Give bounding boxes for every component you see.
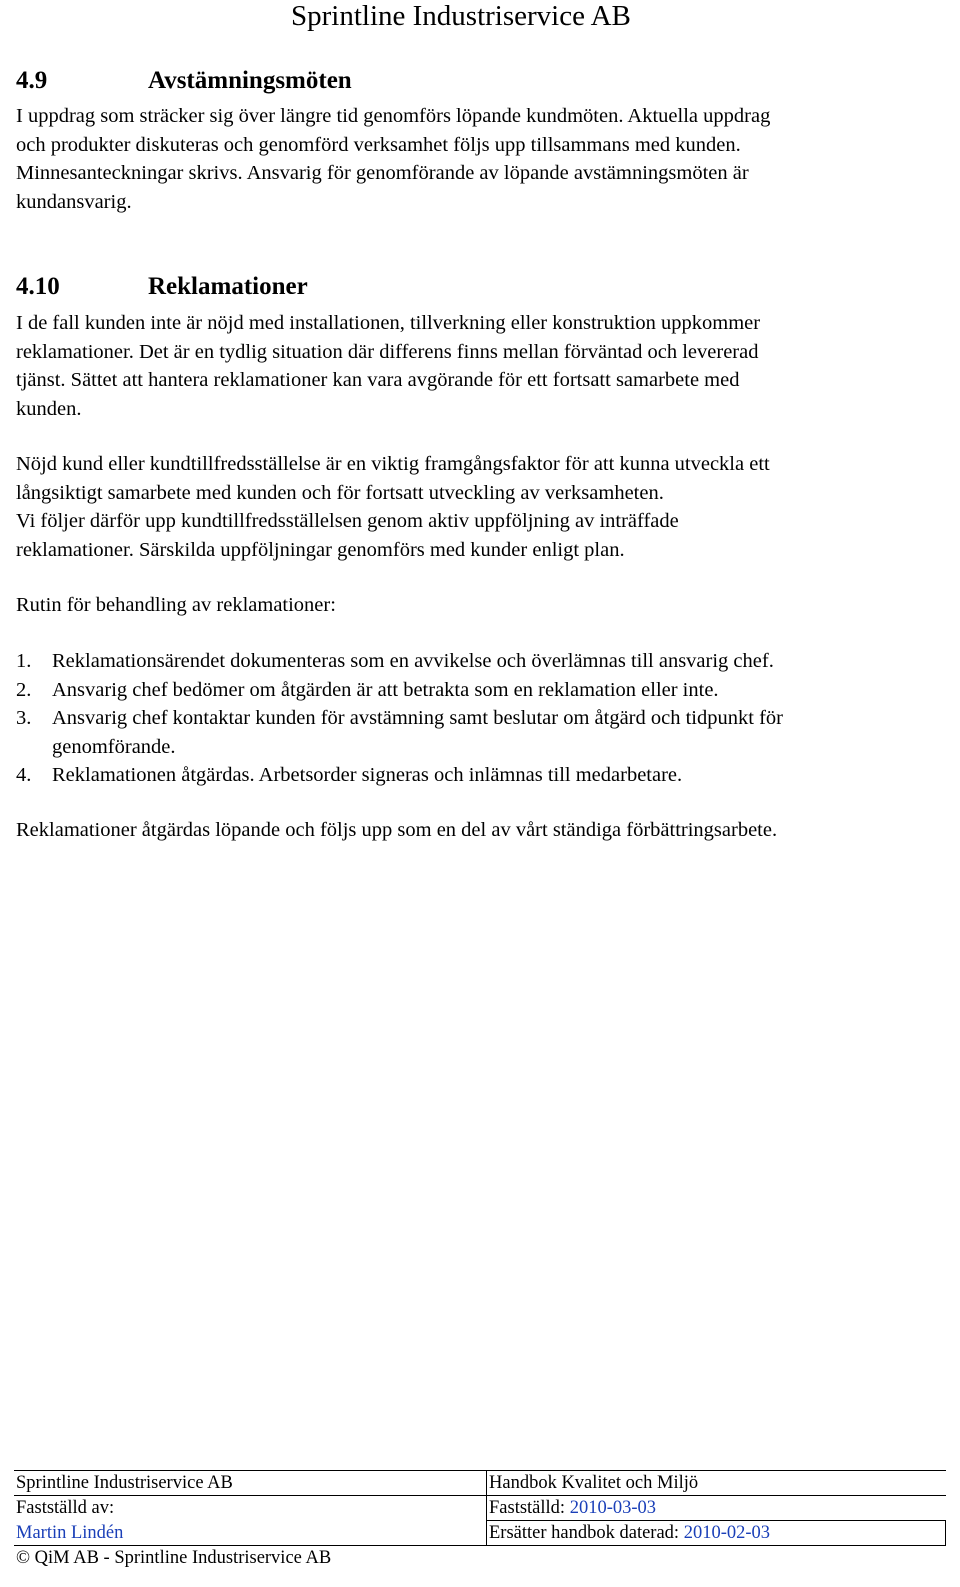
routine-steps-list bbox=[16, 647, 952, 790]
list-text: Ansvarig chef kontaktar kunden för avstämning samt beslutar om åtgärd och tidpunkt för bbox=[52, 707, 783, 730]
section-number: 4.10 bbox=[16, 273, 60, 300]
footer-company: Sprintline Industriservice AB bbox=[14, 1471, 487, 1496]
text-line: Minnesanteckningar skrivs. Ansvarig för genomförande av löpande avstämningsmöten är bbox=[16, 162, 749, 185]
section-number: 4.9 bbox=[16, 67, 48, 94]
text-line: reklamationer. Det är en tydlig situation där differens finns mellan förväntad och levererad bbox=[16, 340, 759, 363]
footer-established-label: Fastställd: bbox=[489, 1498, 570, 1518]
footer-established-date: 2010-03-03 bbox=[569, 1498, 657, 1518]
footer-replaces bbox=[487, 1521, 946, 1546]
list-item bbox=[16, 676, 952, 705]
text-line: kundansvarig. bbox=[16, 190, 132, 213]
text-line: kunden. bbox=[16, 397, 82, 420]
list-text: Ansvarig chef bedömer om åtgärden är att betrakta som en reklamation eller inte. bbox=[52, 678, 719, 701]
section-4-9-paragraph bbox=[16, 102, 952, 216]
footer-table bbox=[14, 1470, 946, 1570]
list-number: 2. bbox=[16, 678, 32, 701]
footer-author: Martin Lindén bbox=[14, 1521, 487, 1546]
routine-title-text: Rutin för behandling av reklamationer: bbox=[16, 594, 336, 616]
section-4-10-paragraph-2 bbox=[16, 450, 952, 564]
list-number: 4. bbox=[16, 764, 32, 787]
section-title: Reklamationer bbox=[148, 273, 308, 300]
list-number: 3. bbox=[16, 707, 32, 730]
section-heading-4-9 bbox=[16, 66, 352, 96]
text-line: reklamationer. Särskilda uppföljningar genomförs med kunder enligt plan. bbox=[16, 538, 625, 561]
footer-established-by-label: Fastställd av: bbox=[16, 1498, 115, 1518]
list-item bbox=[16, 704, 952, 761]
routine-title bbox=[16, 591, 952, 620]
text-line: och produkter diskuteras och genomförd verksamhet följs upp tillsammans med kunden. bbox=[16, 133, 741, 156]
footer-replaces-date: 2010-02-03 bbox=[683, 1523, 771, 1543]
text-line: tjänst. Sättet att hantera reklamationer kan vara avgörande för ett fortsatt samarbete med bbox=[16, 369, 740, 392]
closing-paragraph bbox=[16, 816, 952, 845]
section-4-10-paragraph-1 bbox=[16, 309, 952, 423]
text-line: Vi följer därför upp kundtillfredsställelsen genom aktiv uppföljning av inträffade bbox=[16, 510, 679, 533]
section-title: Avstämningsmöten bbox=[148, 67, 352, 94]
footer-copyright: © QiM AB - Sprintline Industriservice AB bbox=[16, 1548, 332, 1568]
text-line: Nöjd kund eller kundtillfredsställelse är en viktig framgångsfaktor för att kunna utveckla ett bbox=[16, 453, 770, 475]
page-header-title: Sprintline Industriservice AB bbox=[291, 0, 631, 32]
text-line: I de fall kunden inte är nöjd med installationen, tillverkning eller konstruktion uppkommer bbox=[16, 312, 761, 334]
list-number: 1. bbox=[16, 650, 32, 672]
list-text: Reklamationen åtgärdas. Arbetsorder signeras och inlämnas till medarbetare. bbox=[52, 764, 683, 787]
list-text: Reklamationsärendet dokumenteras som en avvikelse och överlämnas till ansvarig chef. bbox=[52, 650, 774, 672]
list-text: genomförande. bbox=[52, 735, 176, 758]
footer-replaces-label: Ersätter handbok daterad: bbox=[489, 1523, 684, 1543]
text-line: I uppdrag som sträcker sig över längre tid genomförs löpande kundmöten. Aktuella uppdrag bbox=[16, 105, 771, 127]
footer-handbook: Handbok Kvalitet och Miljö bbox=[487, 1471, 946, 1496]
text-line: långsiktigt samarbete med kunden och för fortsatt utveckling av verksamheten. bbox=[16, 481, 664, 504]
list-item bbox=[16, 647, 952, 676]
text-line: Reklamationer åtgärdas löpande och följs upp som en del av vårt ständiga förbättringsarbete. bbox=[16, 819, 778, 841]
section-heading-4-10 bbox=[16, 272, 308, 302]
list-item bbox=[16, 761, 952, 790]
footer-established bbox=[487, 1496, 946, 1521]
page-footer bbox=[14, 1470, 946, 1570]
